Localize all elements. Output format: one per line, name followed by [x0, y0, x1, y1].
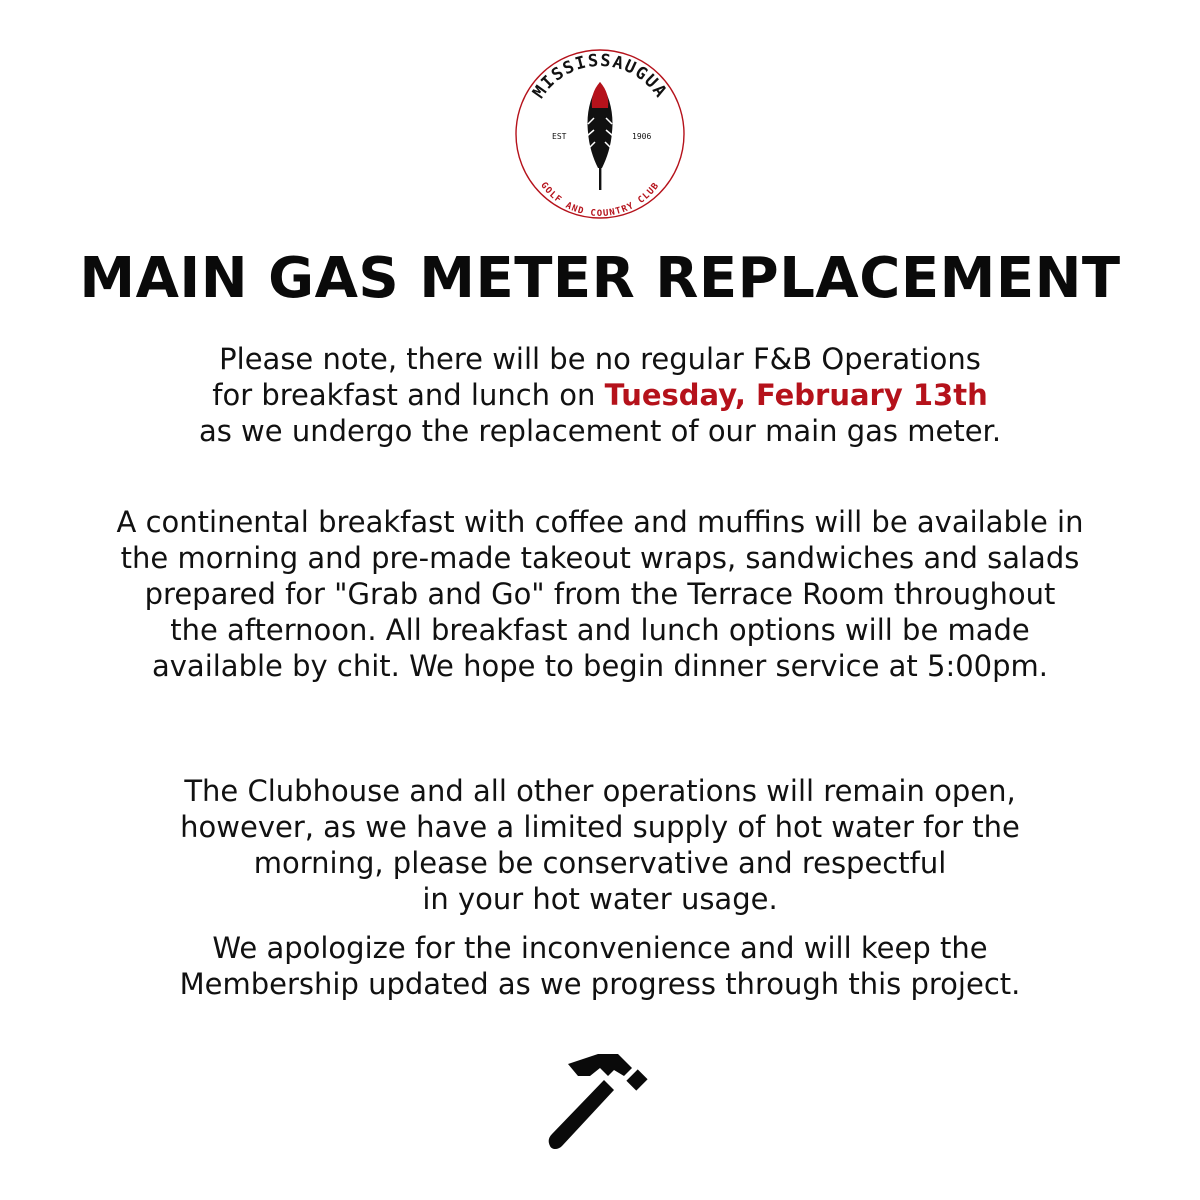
hammer-icon	[538, 1046, 662, 1170]
paragraph-2-line: the morning and pre-made takeout wraps, sandwiches and salads	[120, 541, 1080, 575]
paragraph-1-line-2	[20, 377, 1180, 413]
notice-paragraph-2	[20, 504, 1180, 684]
logo-subtitle: GOLF AND COUNTRY CLUB	[538, 180, 662, 219]
paragraph-3-line: in your hot water usage.	[422, 882, 778, 916]
notice-paragraph-4	[20, 930, 1180, 1002]
feather-icon	[587, 82, 613, 190]
notice-title: MAIN GAS METER REPLACEMENT	[79, 246, 1121, 311]
notice-paragraph-3	[20, 773, 1180, 917]
club-logo-graphic	[490, 34, 710, 224]
club-logo	[490, 34, 710, 224]
paragraph-2-line: prepared for "Grab and Go" from the Terrace Room throughout	[144, 577, 1056, 611]
logo-name: MISSISSAUGUA	[528, 50, 672, 103]
notice-paragraph-1	[20, 341, 1180, 449]
paragraph-2-line: available by chit. We hope to begin dinner service at 5:00pm.	[151, 649, 1049, 683]
paragraph-1-line-2-prefix: for breakfast and lunch on	[212, 378, 605, 412]
closure-date: Tuesday, February 13th	[604, 378, 988, 412]
logo-year: 1906	[632, 132, 652, 141]
paragraph-1-line-3: as we undergo the replacement of our main gas meter.	[198, 414, 1002, 448]
paragraph-1-line-1: Please note, there will be no regular F&B Operations	[219, 342, 981, 376]
paragraph-2-line: A continental breakfast with coffee and muffins will be available in	[116, 505, 1084, 539]
logo-est: EST	[552, 132, 567, 141]
paragraph-3-line: however, as we have a limited supply of hot water for the	[180, 810, 1020, 844]
paragraph-3-line: morning, please be conservative and respectful	[253, 846, 947, 880]
paragraph-2-line: the afternoon. All breakfast and lunch options will be made	[170, 613, 1030, 647]
paragraph-3-line: The Clubhouse and all other operations will remain open,	[184, 774, 1016, 808]
paragraph-4-line: Membership updated as we progress through this project.	[179, 967, 1021, 1001]
paragraph-4-line: We apologize for the inconvenience and will keep the	[212, 931, 988, 965]
